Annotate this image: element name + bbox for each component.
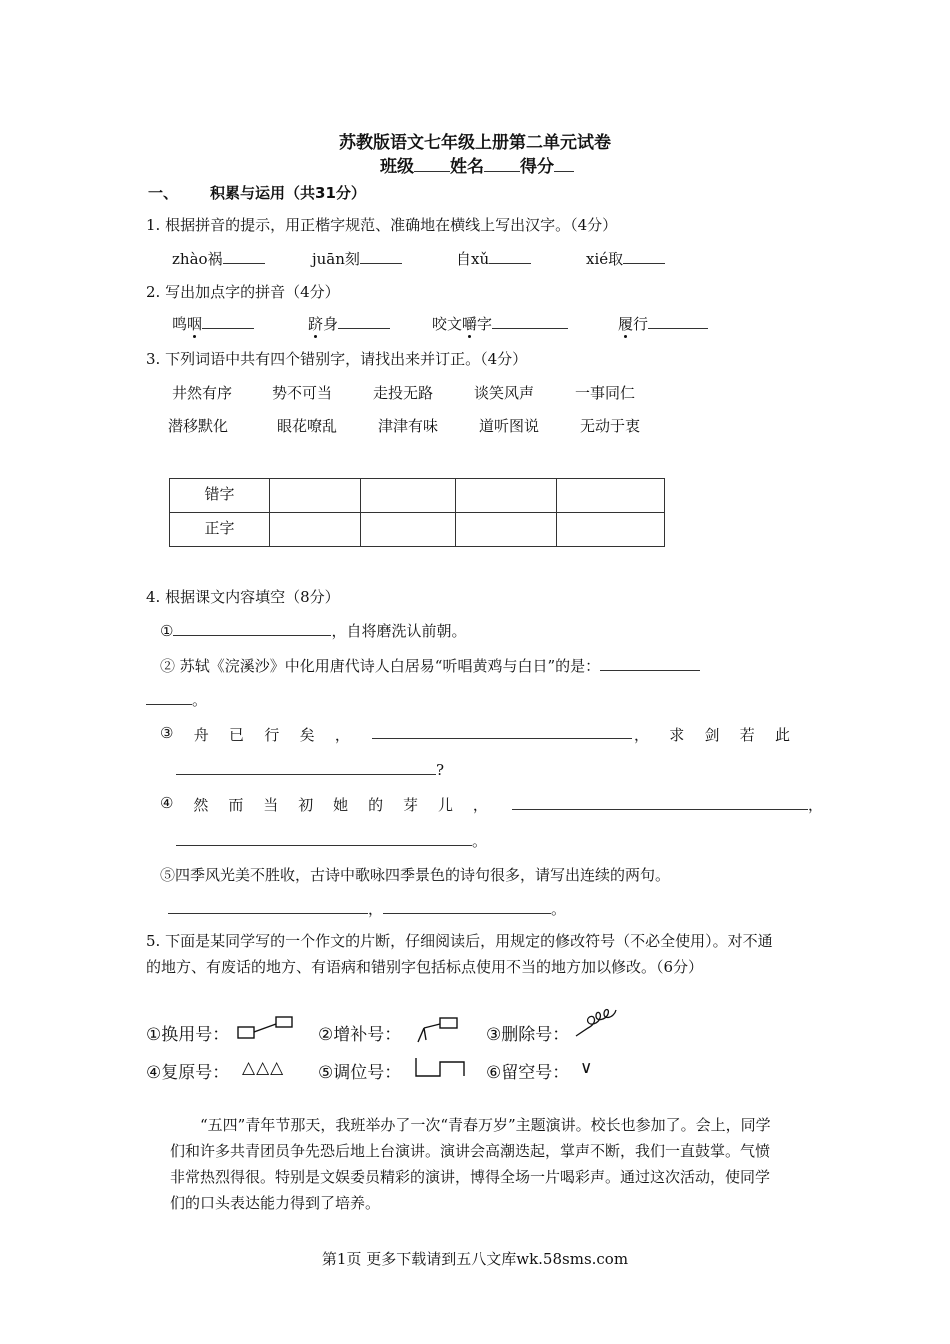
char: 舟	[193, 726, 209, 744]
page-title: 苏教版语文七年级上册第二单元试卷	[339, 133, 611, 153]
info-line	[380, 152, 574, 177]
q1-item-text: xié取	[586, 250, 624, 268]
q4-item-4-cont	[176, 830, 487, 851]
q4-stem: 4. 根据课文内容填空（8分）	[146, 588, 340, 606]
replace-mark-icon	[236, 1014, 298, 1042]
class-blank[interactable]	[414, 157, 450, 172]
answer-blank[interactable]	[176, 760, 436, 775]
q4-item-4-blank	[512, 794, 823, 815]
q1-item-text: juān刻	[312, 250, 360, 268]
q2-item	[618, 313, 708, 334]
passage: “五四”青年节那天，我班举办了一次“青春万岁”主题演讲。校长也参加了。会上，同学们和许多共青团员争先恐后地上台演讲。演讲会高潮迭起，掌声不断，我们一直鼓掌。气愤非常热烈得很。特别是文娱委员精彩的演讲，博得全场一片喝彩声。通过这次活动，使同学们的口头表达能力得到了培养。	[170, 1116, 771, 1212]
answer-blank[interactable]	[202, 314, 254, 329]
answer-blank[interactable]	[173, 621, 331, 636]
q4-item-2-cont	[146, 689, 207, 710]
symbol-label: ④复原号：	[146, 1063, 230, 1083]
q2-item	[172, 313, 254, 334]
item-text: 。	[551, 900, 567, 918]
char: 她	[333, 796, 349, 814]
transpose-mark-icon	[412, 1054, 472, 1080]
dotted-char: 嚼	[462, 315, 478, 333]
table-cell[interactable]	[557, 479, 665, 513]
q1-item-text: zhào祸	[172, 250, 223, 268]
table-cell[interactable]	[456, 479, 557, 513]
word: 道听图说	[479, 417, 540, 435]
delete-mark-icon	[574, 1006, 622, 1046]
char: 的	[368, 796, 384, 814]
restore-mark-icon: △△△	[242, 1058, 285, 1078]
symbol-label: ②增补号：	[318, 1025, 402, 1045]
word: 津津有味	[378, 417, 439, 435]
char: 已	[229, 726, 245, 744]
q1-stem: 1. 根据拼音的提示，用正楷字规范、准确地在横线上写出汉字。（4分）	[146, 216, 618, 234]
answer-blank[interactable]	[489, 249, 531, 264]
name-blank[interactable]	[484, 157, 520, 172]
word: 谈笑风声	[474, 384, 535, 402]
word: 势不可当	[272, 384, 333, 402]
table-cell[interactable]	[456, 513, 557, 547]
answer-blank[interactable]	[383, 899, 551, 914]
insert-mark-icon	[412, 1014, 462, 1044]
q1-item-text: 自xǔ	[456, 250, 490, 268]
dotted-char: 跻	[308, 315, 324, 333]
q4-item-2	[160, 655, 700, 676]
table-cell[interactable]	[361, 479, 456, 513]
char: ，	[472, 796, 488, 814]
section-title: 积累与运用（共31分）	[210, 184, 366, 202]
answer-blank[interactable]	[176, 831, 472, 846]
q3-stem: 3. 下列词语中共有四个错别字，请找出来并订正。（4分）	[146, 350, 528, 368]
char: 儿	[437, 796, 453, 814]
item-text: 。	[472, 832, 488, 850]
q4-item-3-blank	[372, 724, 632, 743]
dotted-char: 咽	[187, 315, 203, 333]
symbol-label: ③删除号：	[486, 1025, 570, 1045]
answer-blank[interactable]	[372, 724, 632, 739]
char: 剑	[704, 726, 720, 744]
table-header: 错字	[170, 479, 270, 513]
item-text: ，自将磨洗认前朝。	[331, 622, 467, 640]
q4-item-3-tail	[634, 724, 790, 745]
char: 若	[739, 726, 755, 744]
char: ④	[160, 794, 174, 812]
answer-blank[interactable]	[512, 795, 808, 810]
q4-item-5: ⑤四季风光美不胜收，古诗中歌咏四季景色的诗句很多，请写出连续的两句。	[160, 866, 671, 884]
table-cell[interactable]	[270, 479, 361, 513]
char: 当	[263, 796, 279, 814]
item-text: ，	[808, 796, 824, 814]
q4-item-1	[160, 620, 466, 641]
score-blank[interactable]	[554, 157, 574, 172]
answer-blank[interactable]	[146, 690, 192, 705]
q1-item	[586, 248, 665, 269]
char: ，	[334, 726, 350, 744]
q1-item	[456, 248, 531, 269]
char: 然	[193, 796, 209, 814]
char: 矣	[299, 726, 315, 744]
name-label: 姓名	[450, 157, 484, 177]
word: 眼花嘹乱	[277, 417, 338, 435]
answer-blank[interactable]	[492, 314, 568, 329]
class-label: 班级	[380, 157, 414, 177]
char: 此	[774, 726, 790, 744]
q2-post: 字	[477, 315, 493, 333]
q5-stem: 5. 下面是某同学写的一个作文的片断，仔细阅读后，用规定的修改符号（不必全使用）。对不通的地方、有废话的地方、有语病和错别字包括标点使用不当的地方加以修改。（6分）	[146, 932, 773, 976]
word: 无动于衷	[580, 417, 641, 435]
dotted-char: 履	[618, 315, 634, 333]
word: 一事同仁	[575, 384, 636, 402]
item-text: ② 苏轼《浣溪沙》中化用唐代诗人白居易“听唱黄鸡与白日”的是：	[160, 657, 601, 675]
answer-blank[interactable]	[648, 314, 708, 329]
section-number: 一、	[148, 184, 179, 202]
q4-item-4-lead	[160, 794, 488, 815]
word: 走投无路	[373, 384, 434, 402]
page-footer: 第1页 更多下载请到五八文库wk.58sms.com	[321, 1250, 629, 1268]
q2-item	[432, 313, 568, 334]
char: 行	[264, 726, 280, 744]
q2-item	[308, 313, 390, 334]
item-marker: ①	[160, 622, 174, 640]
table-row	[170, 513, 665, 547]
q2-post: 身	[323, 315, 339, 333]
answer-blank[interactable]	[223, 249, 265, 264]
char: 芽	[403, 796, 419, 814]
char: ③	[160, 724, 174, 742]
q4-item-3-lead	[160, 724, 350, 745]
q1-item	[312, 248, 402, 269]
q1-item	[172, 248, 265, 269]
char: ，	[634, 726, 650, 744]
q2-pre: 鸣	[172, 315, 188, 333]
correction-table	[169, 478, 665, 547]
char: 而	[228, 796, 244, 814]
symbol-label: ⑤调位号：	[318, 1063, 402, 1083]
table-row	[170, 479, 665, 513]
q2-stem: 2. 写出加点字的拼音（4分）	[146, 283, 340, 301]
space-mark-icon: ∨	[580, 1058, 593, 1078]
char: 求	[669, 726, 685, 744]
q2-pre: 咬文	[432, 315, 463, 333]
q2-post: 行	[633, 315, 649, 333]
symbol-label: ⑥留空号：	[486, 1063, 570, 1083]
q4-item-5-lines	[168, 898, 566, 919]
score-label: 得分	[520, 157, 554, 177]
table-header: 正字	[170, 513, 270, 547]
table-cell[interactable]	[270, 513, 361, 547]
item-text: ，	[368, 900, 384, 918]
answer-blank[interactable]	[360, 249, 402, 264]
answer-blank[interactable]	[623, 249, 665, 264]
word: 潜移默化	[168, 417, 229, 435]
answer-blank[interactable]	[338, 314, 390, 329]
table-cell[interactable]	[557, 513, 665, 547]
item-text: 。	[192, 691, 208, 709]
answer-blank[interactable]	[168, 899, 368, 914]
word: 井然有序	[172, 384, 233, 402]
symbol-label: ①换用号：	[146, 1025, 230, 1045]
answer-blank[interactable]	[600, 656, 700, 671]
item-text: ?	[436, 761, 445, 779]
table-cell[interactable]	[361, 513, 456, 547]
q4-item-3-cont	[176, 760, 444, 779]
char: 初	[298, 796, 314, 814]
